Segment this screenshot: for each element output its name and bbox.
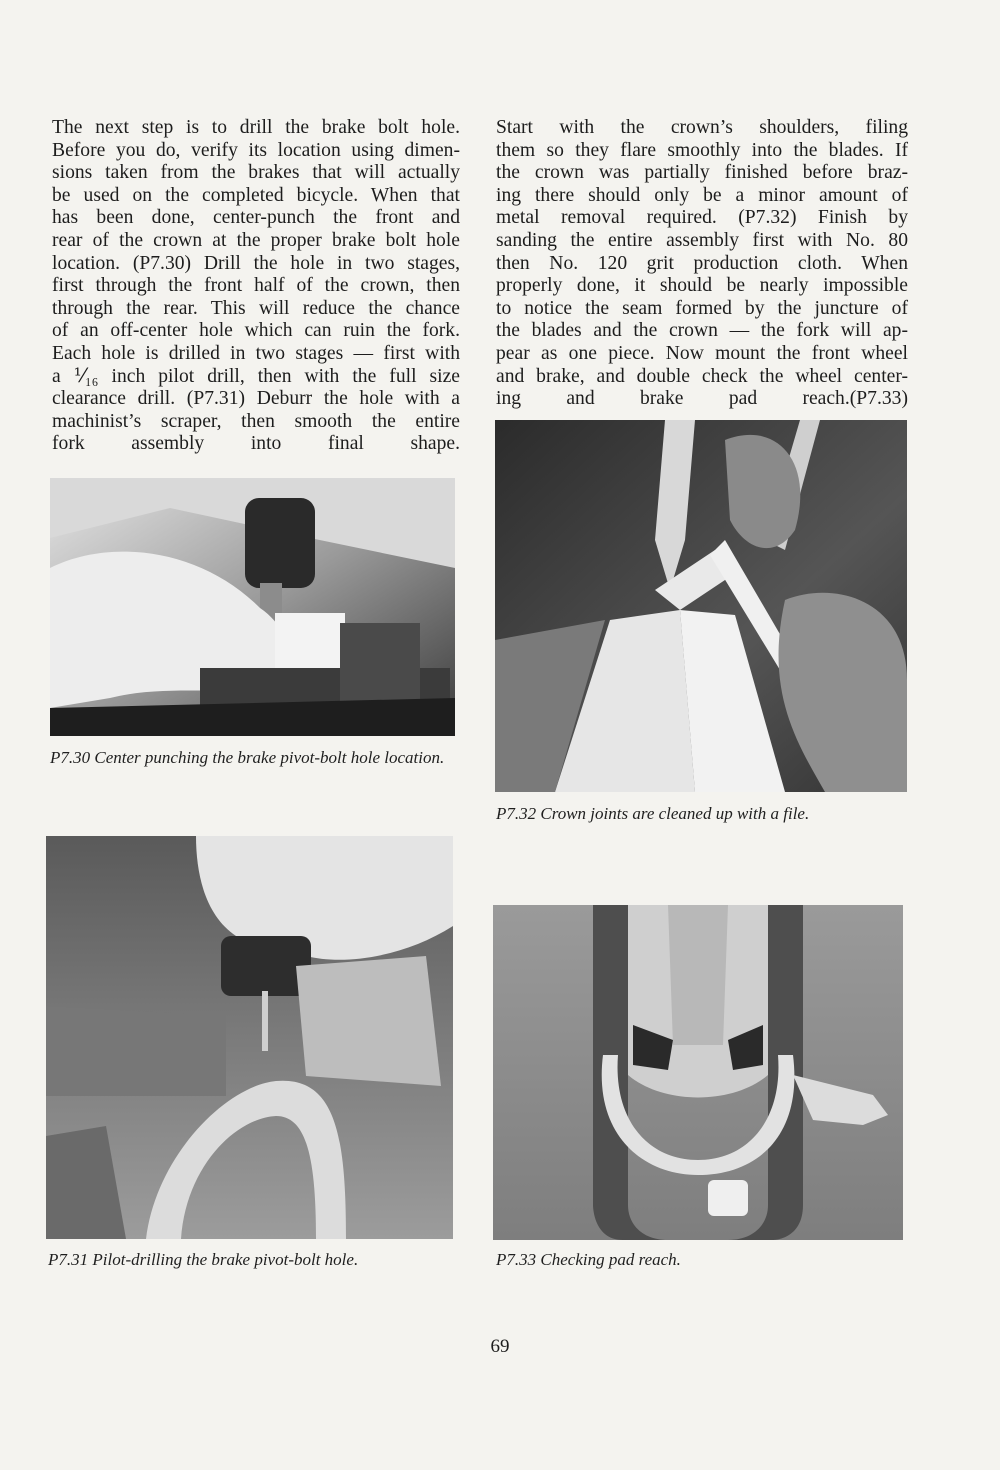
left-column-line: Before you do, verify its location using dimen-: [52, 139, 460, 161]
left-column-line: clearance drill. (P7.31) Deburr the hole with a: [52, 388, 460, 410]
photo-p7-32-crown-filing: [495, 420, 907, 792]
caption-p7-30: P7.30 Center punching the brake pivot-bolt hole location.: [50, 748, 445, 767]
right-text-column: [496, 117, 908, 411]
right-column-line: them so they flare smoothly into the blades. If: [496, 139, 908, 161]
left-column-line: rear of the crown at the proper brake bolt hole: [52, 229, 460, 251]
right-column-line: the blades and the crown — the fork will ap-: [496, 320, 908, 342]
right-column-line: Start with the crown’s shoulders, filing: [496, 117, 908, 138]
left-column-line: location. (P7.30) Drill the hole in two stages,: [52, 252, 460, 274]
right-column-line: ing there should only be a minor amount of: [496, 184, 908, 206]
right-column-line: pear as one piece. Now mount the front wheel: [496, 342, 908, 364]
photo-p7-31-pilot-drilling: [46, 836, 453, 1239]
left-column-line: machinist’s scraper, then smooth the entire: [52, 410, 460, 432]
photo-p7-30-center-punching: [50, 478, 455, 736]
photo-p7-33-pad-reach: [493, 905, 903, 1240]
left-column-line: Each hole is drilled in two stages — first with: [52, 342, 460, 364]
page-number: 69: [490, 1336, 510, 1357]
left-column-line: through the rear. This will reduce the chance: [52, 297, 460, 319]
right-column-line: ing and brake pad reach.(P7.33): [496, 388, 908, 410]
caption-p7-33: P7.33 Checking pad reach.: [496, 1250, 681, 1269]
left-column-line: of an off-center hole which can ruin the fork.: [52, 320, 460, 342]
right-column-line: properly done, it should be nearly impossible: [496, 275, 908, 297]
left-column-line: be used on the completed bicycle. When that: [52, 184, 460, 206]
right-column-line: metal removal required. (P7.32) Finish by: [496, 207, 908, 229]
left-column-line: The next step is to drill the brake bolt hole.: [52, 117, 460, 138]
left-column-line: has been done, center-punch the front and: [52, 207, 460, 229]
right-column-line: the crown was partially finished before braz-: [496, 162, 908, 184]
left-column-line: a ⅟₁₆ inch pilot drill, then with the full size: [52, 365, 460, 387]
right-column-line: to notice the seam formed by the juncture of: [496, 297, 908, 319]
left-text-column: [52, 117, 460, 456]
left-column-line: sions taken from the brakes that will actually: [52, 162, 460, 184]
right-column-line: then No. 120 grit production cloth. When: [496, 252, 908, 274]
caption-p7-31: P7.31 Pilot-drilling the brake pivot-bolt hole.: [48, 1250, 359, 1269]
right-column-line: and brake, and double check the wheel center-: [496, 365, 908, 387]
caption-p7-32: P7.32 Crown joints are cleaned up with a file.: [496, 804, 810, 823]
left-column-line: fork assembly into final shape.: [52, 433, 460, 455]
left-column-line: first through the front half of the crown, then: [52, 275, 460, 297]
right-column-line: sanding the entire assembly first with No. 80: [496, 229, 908, 251]
